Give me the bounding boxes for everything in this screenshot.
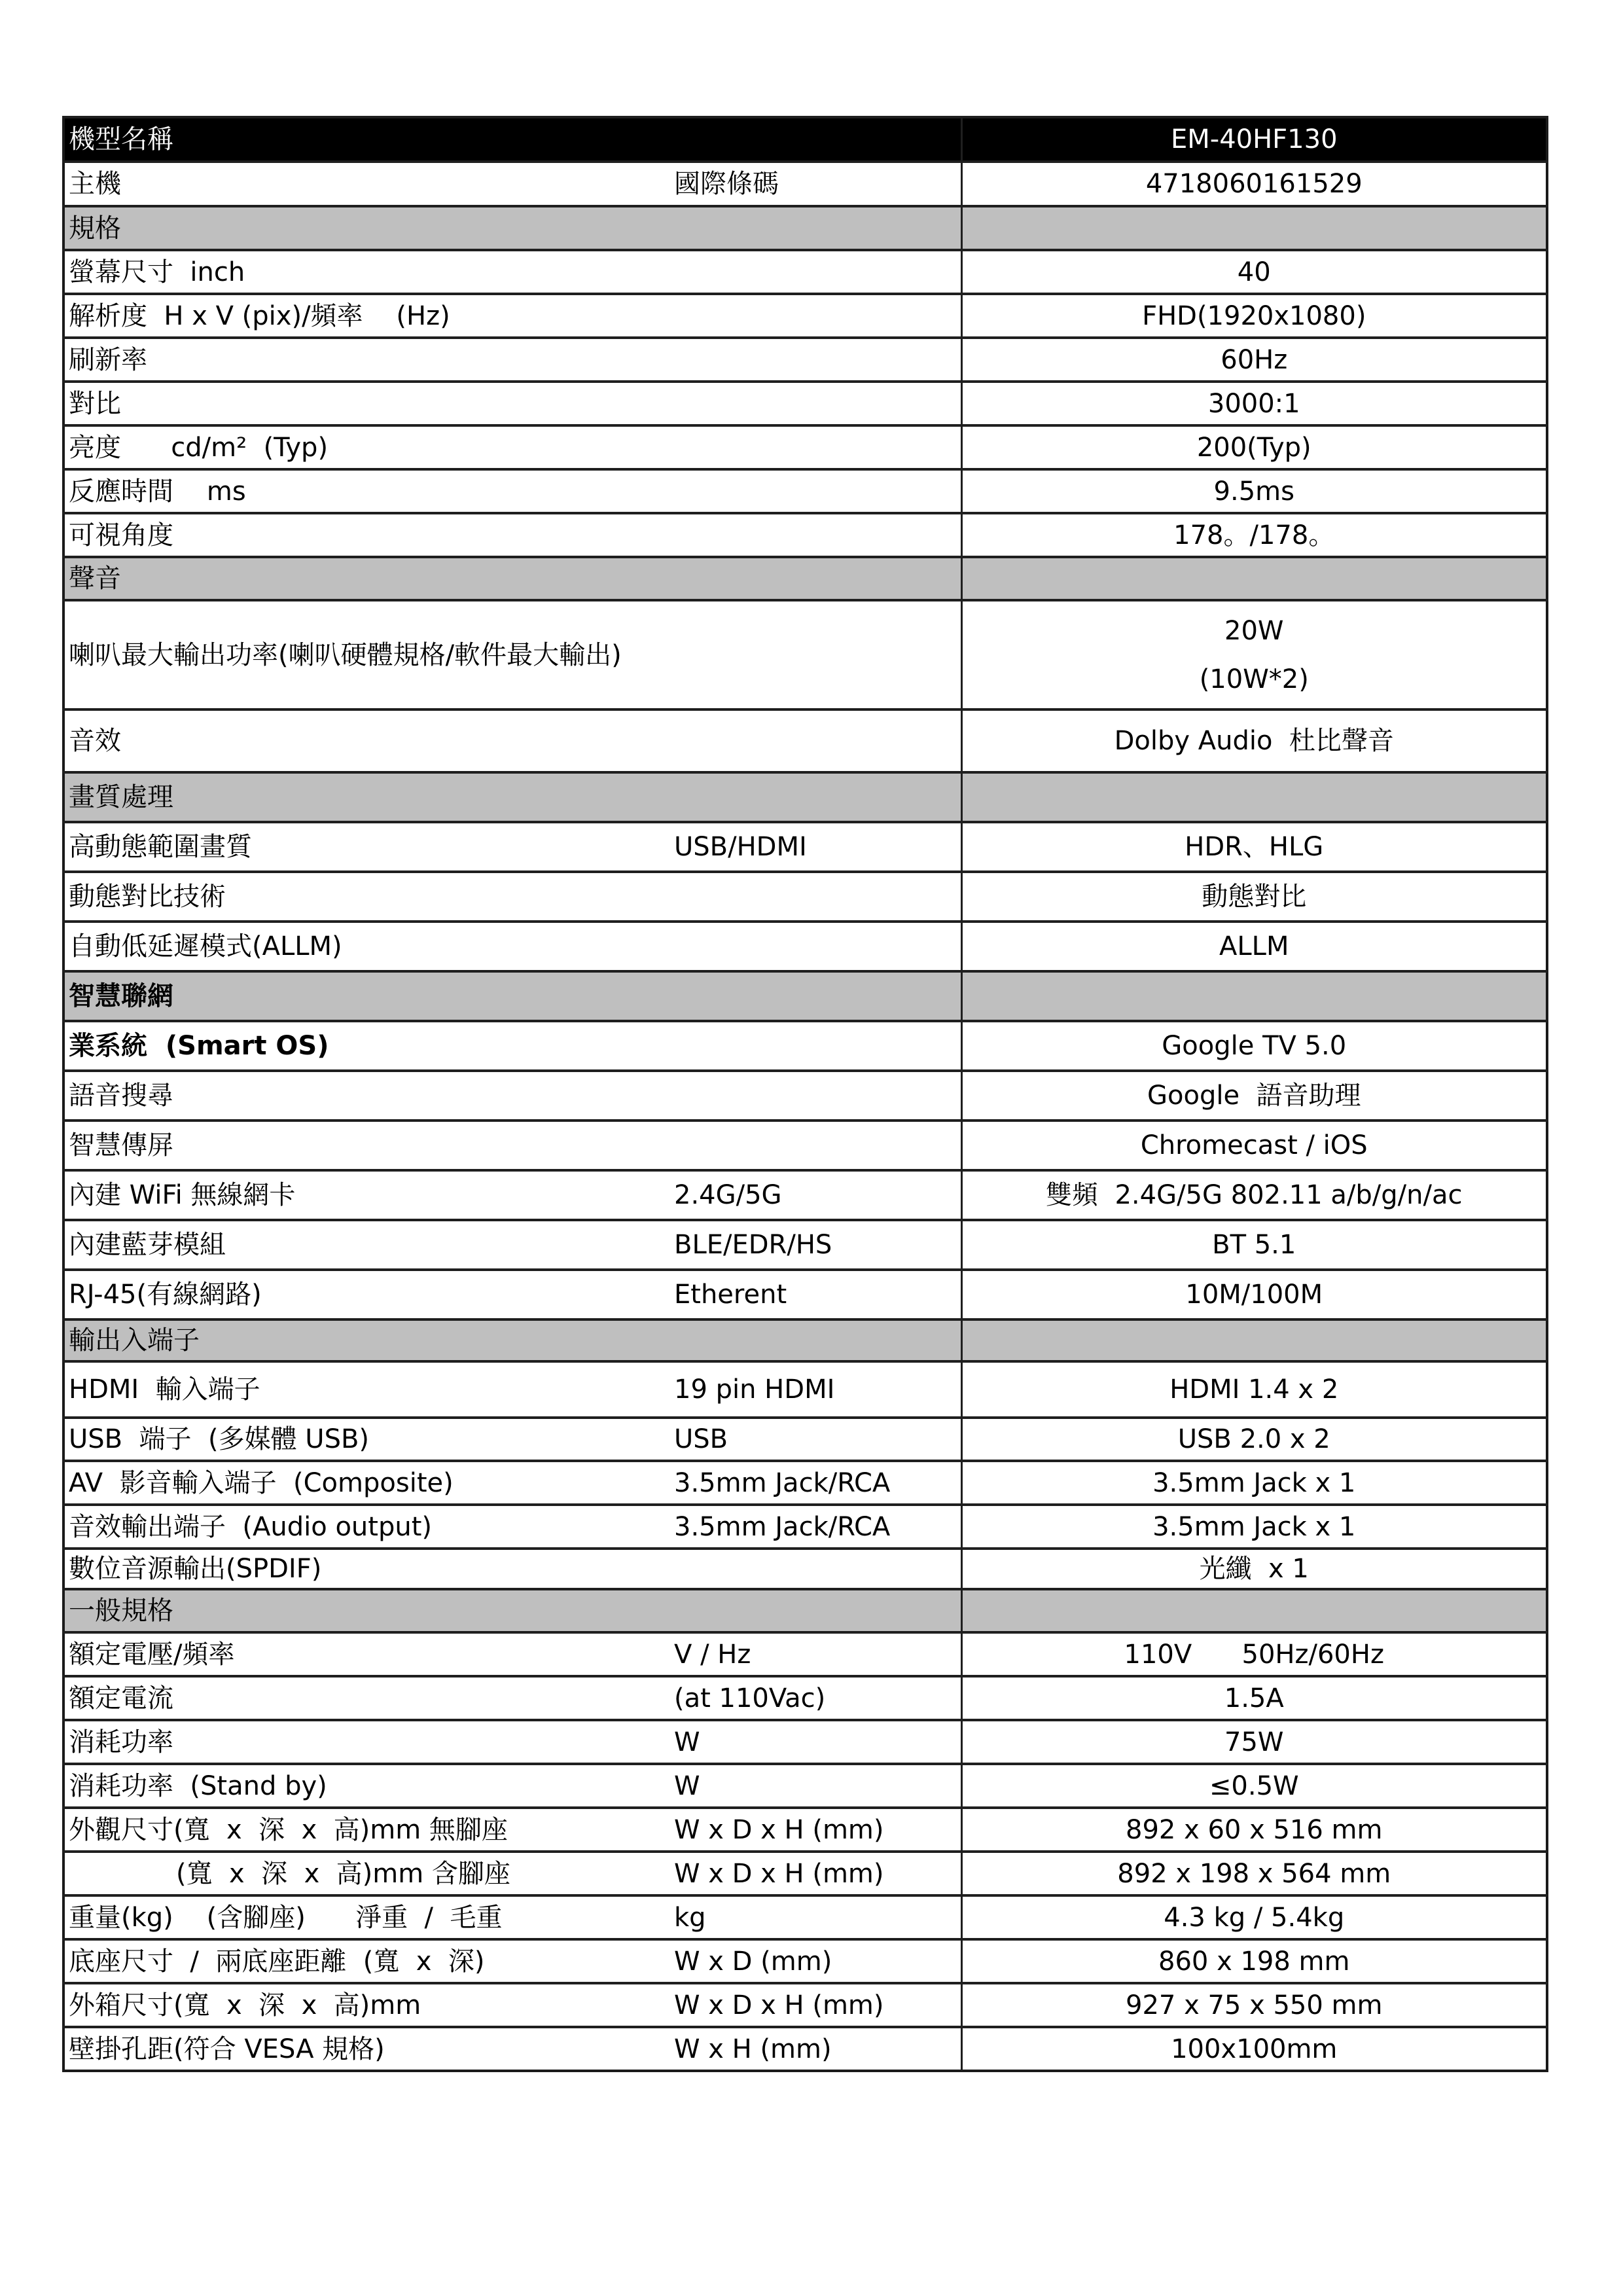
section-title: 聲音 [63, 557, 669, 600]
spec-value: Dolby Audio 杜比聲音 [961, 709, 1547, 772]
spec-unit [669, 1549, 961, 1589]
spec-unit: 2.4G/5G [669, 1170, 961, 1220]
spec-row [63, 513, 1547, 557]
spec-value: 110V 50Hz/60Hz [961, 1632, 1547, 1676]
spec-value: HDR、HLG [961, 822, 1547, 872]
spec-value-line: 20W [1224, 615, 1284, 646]
spec-value: 75W [961, 1720, 1547, 1764]
section-blank [961, 1319, 1547, 1361]
spec-row [63, 1852, 1547, 1895]
spec-row [63, 1764, 1547, 1808]
spec-row [63, 600, 1547, 709]
spec-row [63, 822, 1547, 872]
section-header-row [63, 206, 1547, 250]
spec-unit: Etherent [669, 1270, 961, 1319]
spec-unit: kg [669, 1895, 961, 1939]
spec-value: ≤0.5W [961, 1764, 1547, 1808]
spec-label: 數位音源輸出(SPDIF) [63, 1549, 669, 1589]
spec-value: 60Hz [961, 338, 1547, 382]
spec-label: 消耗功率 [63, 1720, 669, 1764]
spec-label: 解析度 H x V (pix)/頻率 (Hz) [63, 294, 669, 338]
spec-label: 可視角度 [63, 513, 669, 557]
spec-value: Google 語音助理 [961, 1071, 1547, 1121]
spec-label: 自動低延遲模式(ALLM) [63, 922, 669, 971]
spec-row [63, 1071, 1547, 1121]
spec-table-body [63, 117, 1547, 2071]
spec-label: 消耗功率 (Stand by) [63, 1764, 669, 1808]
spec-label: 對比 [63, 382, 669, 425]
spec-unit [669, 513, 961, 557]
spec-label: 壁掛孔距(符合 VESA 規格) [63, 2027, 669, 2071]
section-blank [669, 772, 961, 822]
spec-unit [669, 600, 961, 709]
spec-row [63, 1361, 1547, 1418]
spec-label: 外觀尺寸(寬 x 深 x 高)mm 無腳座 [63, 1808, 669, 1852]
spec-unit: V / Hz [669, 1632, 961, 1676]
model-header-row [63, 117, 1547, 162]
spec-unit: USB [669, 1418, 961, 1461]
spec-row [63, 1632, 1547, 1676]
section-header-row [63, 557, 1547, 600]
spec-unit: (at 110Vac) [669, 1676, 961, 1720]
spec-row [63, 1220, 1547, 1270]
spec-row [63, 1549, 1547, 1589]
spec-label: 喇叭最大輸出功率(喇叭硬體規格/軟件最大輸出) [63, 600, 669, 709]
spec-row [63, 338, 1547, 382]
spec-value: 3.5mm Jack x 1 [961, 1461, 1547, 1505]
spec-row [63, 1021, 1547, 1071]
section-blank [669, 1589, 961, 1632]
model-name-value: EM-40HF130 [961, 117, 1547, 162]
section-header-row [63, 772, 1547, 822]
spec-row [63, 1270, 1547, 1319]
spec-label: 語音搜尋 [63, 1071, 669, 1121]
spec-label: 亮度 cd/m² (Typ) [63, 425, 669, 469]
spec-value: 927 x 75 x 550 mm [961, 1983, 1547, 2027]
spec-label: 重量(kg) (含腳座) 淨重 / 毛重 [63, 1895, 669, 1939]
section-header-row [63, 971, 1547, 1021]
spec-row [63, 872, 1547, 922]
spec-unit [669, 1121, 961, 1170]
spec-label: 內建 WiFi 無線網卡 [63, 1170, 669, 1220]
spec-row [63, 425, 1547, 469]
spec-label: 高動態範圍畫質 [63, 822, 669, 872]
spec-unit [669, 1021, 961, 1071]
spec-value: 100x100mm [961, 2027, 1547, 2071]
spec-unit: W x D (mm) [669, 1939, 961, 1983]
model-name-label: 機型名稱 [63, 117, 669, 162]
section-blank [961, 971, 1547, 1021]
spec-unit: W x D x H (mm) [669, 1852, 961, 1895]
spec-value: 雙頻 2.4G/5G 802.11 a/b/g/n/ac [961, 1170, 1547, 1220]
spec-value: 動態對比 [961, 872, 1547, 922]
spec-row [63, 1720, 1547, 1764]
spec-unit [669, 250, 961, 294]
spec-row [63, 1895, 1547, 1939]
spec-row [63, 1461, 1547, 1505]
spec-unit [669, 338, 961, 382]
spec-value: 4718060161529 [961, 162, 1547, 206]
spec-row [63, 162, 1547, 206]
spec-label: 內建藍芽模組 [63, 1220, 669, 1270]
spec-label: 額定電壓/頻率 [63, 1632, 669, 1676]
spec-row [63, 1170, 1547, 1220]
spec-value: 892 x 198 x 564 mm [961, 1852, 1547, 1895]
section-blank [961, 772, 1547, 822]
spec-value: FHD(1920x1080) [961, 294, 1547, 338]
spec-row [63, 1505, 1547, 1549]
spec-label: 智慧傳屏 [63, 1121, 669, 1170]
section-header-row [63, 1319, 1547, 1361]
spec-value: 3.5mm Jack x 1 [961, 1505, 1547, 1549]
spec-row [63, 1676, 1547, 1720]
spec-unit: 國際條碼 [669, 162, 961, 206]
spec-unit [669, 922, 961, 971]
section-blank [669, 206, 961, 250]
spec-label: 底座尺寸 / 兩底座距離 (寬 x 深) [63, 1939, 669, 1983]
spec-unit: W [669, 1720, 961, 1764]
spec-row [63, 382, 1547, 425]
spec-label: HDMI 輸入端子 [63, 1361, 669, 1418]
spec-value: 光纖 x 1 [961, 1549, 1547, 1589]
spec-label: 螢幕尺寸 inch [63, 250, 669, 294]
spec-value: 200(Typ) [961, 425, 1547, 469]
spec-value: HDMI 1.4 x 2 [961, 1361, 1547, 1418]
section-blank [961, 1589, 1547, 1632]
spec-row [63, 2027, 1547, 2071]
spec-value: 4.3 kg / 5.4kg [961, 1895, 1547, 1939]
section-blank [669, 1319, 961, 1361]
spec-value: Google TV 5.0 [961, 1021, 1547, 1071]
spec-row [63, 1939, 1547, 1983]
spec-row [63, 1808, 1547, 1852]
spec-unit: 3.5mm Jack/RCA [669, 1461, 961, 1505]
spec-value: Chromecast / iOS [961, 1121, 1547, 1170]
spec-unit [669, 1071, 961, 1121]
spec-row [63, 709, 1547, 772]
spec-unit [669, 425, 961, 469]
section-blank [669, 971, 961, 1021]
spec-unit: BLE/EDR/HS [669, 1220, 961, 1270]
section-title: 輸出入端子 [63, 1319, 669, 1361]
spec-label: 反應時間 ms [63, 469, 669, 513]
spec-value: 10M/100M [961, 1270, 1547, 1319]
spec-value: 40 [961, 250, 1547, 294]
spec-value: 892 x 60 x 516 mm [961, 1808, 1547, 1852]
spec-unit: W x D x H (mm) [669, 1808, 961, 1852]
spec-value: 1.5A [961, 1676, 1547, 1720]
spec-unit [669, 709, 961, 772]
section-header-row [63, 1589, 1547, 1632]
spec-unit: W [669, 1764, 961, 1808]
spec-row [63, 1121, 1547, 1170]
spec-value: 860 x 198 mm [961, 1939, 1547, 1983]
spec-unit [669, 872, 961, 922]
spec-label: 刷新率 [63, 338, 669, 382]
model-header-blank [669, 117, 961, 162]
section-title: 一般規格 [63, 1589, 669, 1632]
spec-value-line: (10W*2) [1199, 664, 1309, 694]
spec-unit: 19 pin HDMI [669, 1361, 961, 1418]
spec-label: 業系統 (Smart OS) [63, 1021, 669, 1071]
spec-row [63, 469, 1547, 513]
section-title: 規格 [63, 206, 669, 250]
spec-value: USB 2.0 x 2 [961, 1418, 1547, 1461]
spec-label: 音效 [63, 709, 669, 772]
spec-unit: USB/HDMI [669, 822, 961, 872]
spec-unit [669, 469, 961, 513]
spec-label: 外箱尺寸(寬 x 深 x 高)mm [63, 1983, 669, 2027]
spec-table [62, 116, 1548, 2072]
spec-unit: W x H (mm) [669, 2027, 961, 2071]
spec-label: USB 端子 (多媒體 USB) [63, 1418, 669, 1461]
section-blank [961, 557, 1547, 600]
spec-unit: 3.5mm Jack/RCA [669, 1505, 961, 1549]
spec-unit [669, 382, 961, 425]
spec-value: ALLM [961, 922, 1547, 971]
spec-row [63, 1983, 1547, 2027]
section-blank [669, 557, 961, 600]
spec-label: 額定電流 [63, 1676, 669, 1720]
spec-value: BT 5.1 [961, 1220, 1547, 1270]
spec-label: 主機 [63, 162, 669, 206]
spec-value: 9.5ms [961, 469, 1547, 513]
spec-value: 178。/178。 [961, 513, 1547, 557]
spec-row [63, 922, 1547, 971]
spec-row [63, 1418, 1547, 1461]
section-title: 畫質處理 [63, 772, 669, 822]
spec-label: AV 影音輸入端子 (Composite) [63, 1461, 669, 1505]
spec-row [63, 250, 1547, 294]
spec-label: 音效輸出端子 (Audio output) [63, 1505, 669, 1549]
spec-row [63, 294, 1547, 338]
spec-unit: W x D x H (mm) [669, 1983, 961, 2027]
spec-label: RJ-45(有線網路) [63, 1270, 669, 1319]
spec-unit [669, 294, 961, 338]
section-blank [961, 206, 1547, 250]
section-title: 智慧聯網 [63, 971, 669, 1021]
spec-value: 3000:1 [961, 382, 1547, 425]
spec-label: 動態對比技術 [63, 872, 669, 922]
spec-label: (寬 x 深 x 高)mm 含腳座 [63, 1852, 669, 1895]
spec-value [961, 600, 1547, 709]
